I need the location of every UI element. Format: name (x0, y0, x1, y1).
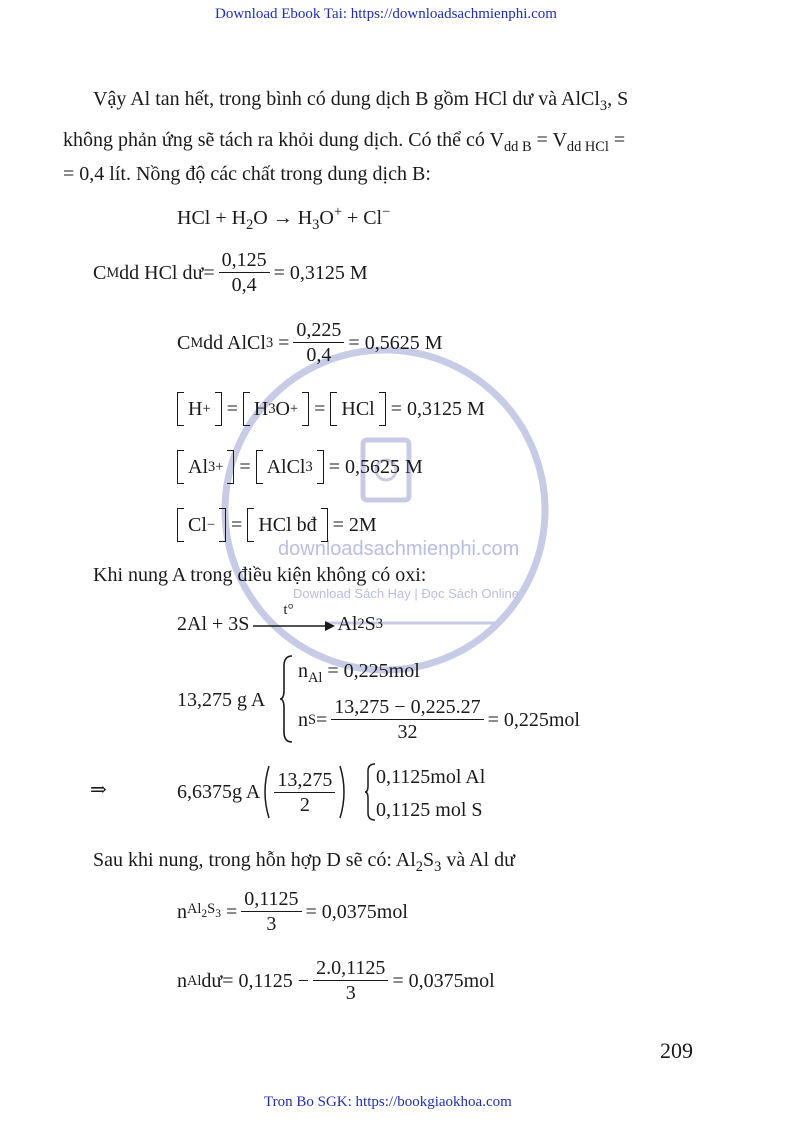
equation-13275-label: 13,275 g A (177, 689, 266, 711)
equation-cm-alcl3: C M dd AlCl 3 = $\frac{0,225}{0,4}$ = 0,5625 M (177, 319, 443, 366)
equation-6-6375g: 6,6375g A $\frac{13,275}{2}$ (177, 764, 349, 820)
equation-al-amount: 0,1125mol Al (376, 766, 486, 788)
equation-al-s-reaction: 2Al + 3S t° Al 2 S 3 (177, 602, 383, 635)
equation-n-al2s3: n $Al_2S_3$ = $\frac{0,1125}{3}$ = 0,0375mol (177, 888, 408, 935)
right-paren-icon (339, 764, 349, 820)
implies-arrow: ⇒ (90, 779, 107, 801)
equation-hcl-water: HCl + $H_2O \to H_3O^+ + Cl^-$ (177, 204, 391, 234)
header-download-link[interactable]: Download Ebook Tai: https://downloadsachmienphi.com (215, 6, 557, 22)
para2: Khi nung A trong điều kiện không có oxi: (93, 564, 427, 586)
footer-sgk-link[interactable]: Tron Bo SGK: https://bookgiaokhoa.com (264, 1094, 512, 1110)
equation-n-al-excess: n Al dư= 0,1125 − $\frac{2.0,1125}{3}$ = 0,0375mol (177, 957, 495, 1004)
fraction-ns: $\frac{13,275 - 0,225.27}{32}$ (331, 695, 483, 744)
fraction-half: $\frac{13,275}{2}$ (274, 768, 335, 817)
curly-brace-icon (364, 762, 376, 827)
para1-line2: không phản ứng sẽ tách ra khỏi dung dịch. Có thể có $V_{dd B} = V_{dd HCl}$ = (63, 129, 626, 156)
reaction-arrow-icon (251, 612, 335, 636)
equation-al-concentration: Al 3+ = AlCl 3 = 0,5625 M (177, 450, 423, 484)
equation-h-concentration: H + = H 3 O + = HCl = 0,3125 M (177, 392, 485, 426)
fraction-hcl: $\frac{0,125}{0,4}$ (219, 248, 270, 297)
equation-cm-hcl: C M dd HCl dư= $\frac{0,125}{0,4}$ = 0,3125 M (93, 249, 368, 296)
fraction-al2s3: $\frac{0,1125}{3}$ (241, 887, 301, 936)
watermark-subtext: Download Sách Hay | Đọc Sách Online (293, 586, 519, 601)
page-number: 209 (660, 1038, 693, 1063)
fraction-alcl3: $\frac{0,225}{0,4}$ (293, 318, 344, 367)
para1-line1: Vậy Al tan hết, trong bình có dung dịch B gồm HCl dư và AlCl$_3$, S (93, 88, 629, 115)
left-paren-icon (260, 764, 270, 820)
fraction-al-excess: $\frac{2.0,1125}{3}$ (313, 956, 388, 1005)
para1-line3: = 0,4 lít. Nồng độ các chất trong dung dịch B: (63, 163, 431, 185)
equation-cl-concentration: Cl − = HCl bđ = 2M (177, 508, 377, 542)
equation-n-s: n S = $\frac{13,275 - 0,225.27}{32}$ = 0,225mol (298, 696, 580, 743)
equation-s-amount: 0,1125 mol S (376, 799, 483, 821)
curly-brace-icon (279, 654, 293, 749)
watermark-text: downloadsachmienphi.com (278, 538, 520, 560)
para3: Sau khi nung, trong hỗn hợp D sẽ có: $Al_2S_3$ và Al dư (93, 849, 515, 876)
equation-n-al: $n_{Al} = 0,225mol$ (298, 660, 420, 687)
